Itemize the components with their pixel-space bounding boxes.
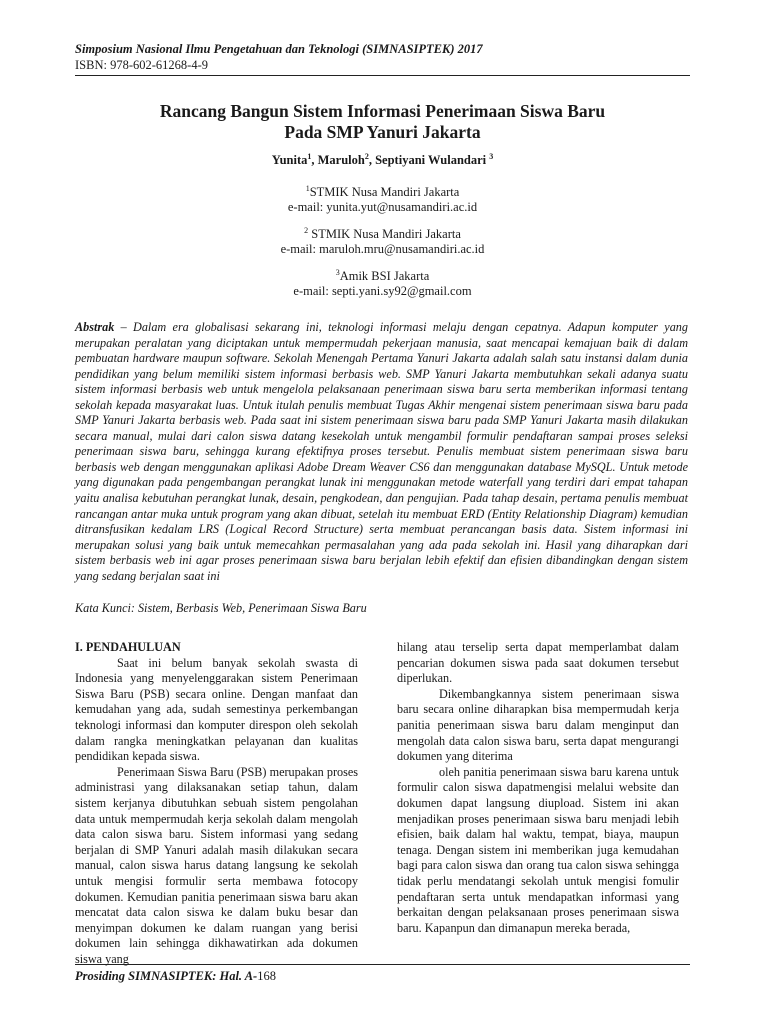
abstract-label: Abstrak — [75, 320, 115, 334]
title-line-1: Rancang Bangun Sistem Informasi Penerimaan Siswa Baru — [159, 101, 606, 121]
affiliation-2 — [75, 227, 690, 257]
affiliation-1 — [75, 185, 690, 215]
author-superscript: 3 — [489, 151, 494, 161]
body-paragraph: Penerimaan Siswa Baru (PSB) merupakan proses administrasi yang dilaksanakan setiap tahun, dalam sistem kerjanya dibutuhkan sebuah sistem pengolahan data untuk mempermudah kerja sekolah dalam mengolah data calon siswa baru. Sistem informasi yang sedang berjalan di SMP Yanuri adalah masih dilakukan secara manual, calon siswa harus datang langsung ke sekolah untuk mengisi formulir serta membawa fotocopy dokumen. Kemudian panitia penerimaan siswa baru akan mencatat data calon siswa ke dalam buku besar dan menyimpan dokumen ke dalam ruangan yang berisi dokumen lain sehingga dikhawatirkan ada dokumen siswa yang — [75, 764, 358, 966]
author-name: Yunita — [271, 153, 308, 167]
title-line-2: Pada SMP Yanuri Jakarta — [284, 122, 481, 142]
isbn: ISBN: 978-602-61268-4-9 — [75, 58, 208, 72]
affiliation-email: e-mail: maruloh.mru@nusamandiri.ac.id — [280, 242, 485, 256]
affiliation-superscript: 3 — [335, 267, 340, 277]
author-list: Yunita$^1$, Maruloh$^2$, Septiyani Wulandari $^3$ — [271, 151, 494, 167]
author-name: Maruloh — [317, 153, 365, 167]
affiliation-institution: Amik BSI Jakarta — [339, 269, 430, 283]
paper-title — [75, 101, 690, 143]
affiliation-superscript: 1 — [305, 183, 310, 193]
footer-rule — [75, 964, 690, 965]
body-paragraph: Saat ini belum banyak sekolah swasta di Indonesia yang menyelenggarakan sistem Penerimaan Siswa Baru (PSB) secara online. Dengan manfaat dan kemudahan yang ada, sudah semestinya perkembangan teknologi informasi dan komputer direspon oleh sekolah dalam rangka meningkatkan pelayanan dan kualitas pendidikan kepada siswa. — [75, 655, 358, 764]
conference-name: Simposium Nasional Ilmu Pengetahuan dan Teknologi (SIMNASIPTEK) 2017 — [75, 42, 483, 56]
affiliation-email: e-mail: septi.yani.sy92@gmail.com — [293, 284, 472, 298]
affiliation-email: e-mail: yunita.yut@nusamandiri.ac.id — [287, 200, 478, 214]
affiliation-superscript: 2 — [304, 225, 309, 235]
page-number: 168 — [257, 969, 276, 983]
header-rule — [75, 75, 690, 76]
body-column-left — [75, 640, 358, 967]
body-paragraph: oleh panitia penerimaan siswa baru karena untuk formulir calon siswa dapatmengisi melalui website dan dokumen dapat langsung diupload. Sistem ini akan menjadikan proses penerimaan siswa baru menjadi lebih efisien, baik dalam hal waktu, tempat, biaya, maupun tenaga. Dengan sistem ini memberikan juga kemudahan bagi para calon siswa dan orang tua calon siswa sehingga tidak perlu mendatangi sekolah untuk mengisi fomulir pendaftaran serta untuk mendapatkan informasi yang berkaitan dengan pelaksanaan proses penerimaan siswa baru. Kapanpun dan dimanapun mereka berada, — [397, 764, 679, 935]
author-name: Septiyani Wulandari — [375, 153, 490, 167]
body-column-right — [397, 640, 679, 936]
page-footer — [75, 969, 276, 984]
keywords: Kata Kunci: Sistem, Berbasis Web, Penerimaan Siswa Baru — [75, 601, 367, 615]
affiliation-institution: STMIK Nusa Mandiri Jakarta — [309, 185, 460, 199]
body-paragraph: Dikembangkannya sistem penerimaan siswa baru secara online diharapkan bisa mempermudah kerja panitia penerimaan siswa baru dalam menginput dan mengolah data calon siswa baru, serta dapat mengurangi dokumen yang diterima — [397, 686, 679, 764]
author-superscript: 1 — [307, 151, 312, 161]
section-heading: I. PENDAHULUAN — [75, 640, 181, 654]
abstract-text: – Dalam era globalisasi sekarang ini, teknologi informasi melaju dengan cepatnya. Adapun komputer yang merupakan peralatan yang diciptakan untuk mempermudah pekerjaan manusia, saat mencapai kemajuan baik di dalam pembuatan hardware maupun software. Sekolah Menengah Pertama Yanuri Jakarta adalah salah satu instansi dalam dunia pendidikan yang belum memiliki sistem informasi berbasis web. SMP Yanuri Jakarta membutuhkan sekali adanya suatu sistem informasi berbasis web untuk mengelola pelaksanaan penerimaan siswa baru serta memberikan informasi tentang sekolah kepada masyarakat luas. Untuk itulah penulis membuat Tugas Akhir mengenai sistem penerimaan siswa baru pada SMP Yanuri Jakarta berbasis web. Pada saat ini sistem penerimaan siswa baru pada SMP Yanuri Jakarta masih dilakukan secara manual, mulai dari calon siswa datang kesekolah untuk mengambil formulir pendaftaran sampai proses seleksi penerimaan siswa baru, sehingga kurang efektifnya proses tersebut. Penulis membuat sistem penerimaan siswa baru berbasis web dengan menggunakan aplikasi Adobe Dream Weaver CS6 dan menggunakan database MySQL. Untuk metode yang digunakan pada pengembangan perangkat lunak ini menggunakan metode waterfall yang terdiri dari empat tahapan yaitu analisa kebutuhan perangkat lunak, desain, pengkodean, dan pengujian. Pada tahap desain, pertama penulis membuat rancangan antar muka untuk program yang akan dibuat, setelah itu membuat ERD (Entity Relationship Diagram) kemudian ditransfusikan kedalam LRS (Logical Record Structure) serta membuat perancangan basis data. Sistem informasi ini merupakan solusi yang baik untuk memecahkan permasalahan yang ada pada sekolah ini. Hasil yang diharapkan dari sistem berbasis web ini agar proses penerimaan siswa baru berjalan lebih efektif dan efisien dibandingkan dengan sistem yang sedang berjalan saat ini — [75, 320, 688, 583]
author-superscript: 2 — [364, 151, 369, 161]
affiliation-3 — [75, 269, 690, 299]
abstract — [75, 320, 688, 584]
footer-label: Prosiding SIMNASIPTEK: Hal. A- — [75, 969, 258, 983]
affiliation-institution: STMIK Nusa Mandiri Jakarta — [308, 227, 461, 241]
body-paragraph: hilang atau terselip serta dapat memperlambat dalam pencarian dokumen siswa pada saat dokumen tersebut diperlukan. — [397, 640, 679, 686]
